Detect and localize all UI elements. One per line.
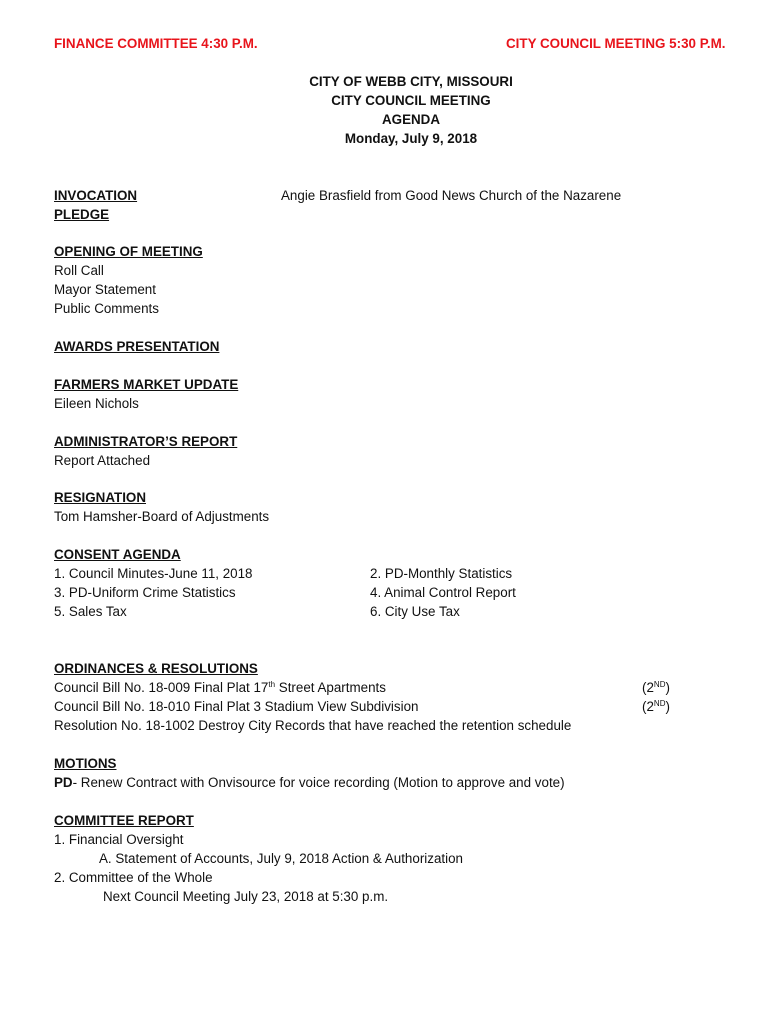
motion-text: - Renew Contract with Onvisource for voice recording (Motion to approve and vote) (72, 775, 565, 790)
meeting-date: Monday, July 9, 2018 (344, 131, 478, 146)
resignation-heading: RESIGNATION (54, 490, 147, 505)
pledge-heading: PLEDGE (54, 207, 110, 222)
consent-item: 6. City Use Tax (370, 604, 460, 619)
motions-heading: MOTIONS (54, 756, 117, 771)
committee-subitem: A. Statement of Accounts, July 9, 2018 Action & Authorization (99, 851, 463, 866)
committee-subitem: Next Council Meeting July 23, 2018 at 5:30 p.m. (103, 889, 389, 904)
committee-item: 2. Committee of the Whole (54, 870, 213, 885)
farmers-market-heading: FARMERS MARKET UPDATE (54, 377, 239, 392)
reading-text: ) (665, 699, 670, 714)
consent-item: 1. Council Minutes-June 11, 2018 (54, 566, 253, 581)
city-name-title: CITY OF WEBB CITY, MISSOURI (309, 74, 513, 89)
city-council-meeting-heading: CITY COUNCIL MEETING 5:30 P.M. (506, 36, 726, 51)
farmers-market-presenter: Eileen Nichols (54, 396, 139, 411)
council-bill-text: Council Bill No. 18-009 Final Plat 17 (54, 680, 269, 695)
awards-heading: AWARDS PRESENTATION (54, 339, 220, 354)
reading-text: ) (665, 680, 670, 695)
ordinal-suffix: th (268, 680, 276, 689)
consent-item: 2. PD-Monthly Statistics (370, 566, 513, 581)
reading-text: (2 (642, 699, 654, 714)
consent-agenda-heading: CONSENT AGENDA (54, 547, 181, 562)
consent-item: 4. Animal Control Report (370, 585, 516, 600)
reading-suffix: ND (653, 699, 666, 708)
reading-number (642, 697, 670, 716)
opening-item: Roll Call (54, 263, 104, 278)
council-bill-text: Street Apartments (275, 680, 386, 695)
committee-report-heading: COMMITTEE REPORT (54, 813, 194, 828)
opening-item: Mayor Statement (54, 282, 156, 297)
finance-committee-heading: FINANCE COMMITTEE 4:30 P.M. (54, 36, 258, 51)
council-bill-18-010: Council Bill No. 18-010 Final Plat 3 Stadium View Subdivision (54, 699, 419, 714)
committee-item: 1. Financial Oversight (54, 832, 184, 847)
reading-number (642, 678, 670, 697)
motion-item (54, 773, 565, 792)
consent-item: 3. PD-Uniform Crime Statistics (54, 585, 236, 600)
reading-suffix: ND (653, 680, 666, 689)
administrator-report-note: Report Attached (54, 453, 151, 468)
resolution-18-1002: Resolution No. 18-1002 Destroy City Records that have reached the retention schedule (54, 718, 572, 733)
meeting-type-title: CITY COUNCIL MEETING (331, 93, 491, 108)
resignation-item: Tom Hamsher-Board of Adjustments (54, 509, 270, 524)
opening-heading: OPENING OF MEETING (54, 244, 203, 259)
ordinances-heading: ORDINANCES & RESOLUTIONS (54, 661, 258, 676)
invocation-text: Angie Brasfield from Good News Church of the Nazarene (281, 188, 622, 203)
invocation-heading: INVOCATION (54, 188, 138, 203)
reading-text: (2 (642, 680, 654, 695)
council-bill-18-009 (54, 678, 386, 697)
agenda-title: AGENDA (381, 112, 441, 127)
administrator-report-heading: ADMINISTRATOR’S REPORT (54, 434, 238, 449)
opening-item: Public Comments (54, 301, 159, 316)
motion-department: PD (54, 775, 73, 790)
consent-item: 5. Sales Tax (54, 604, 127, 619)
